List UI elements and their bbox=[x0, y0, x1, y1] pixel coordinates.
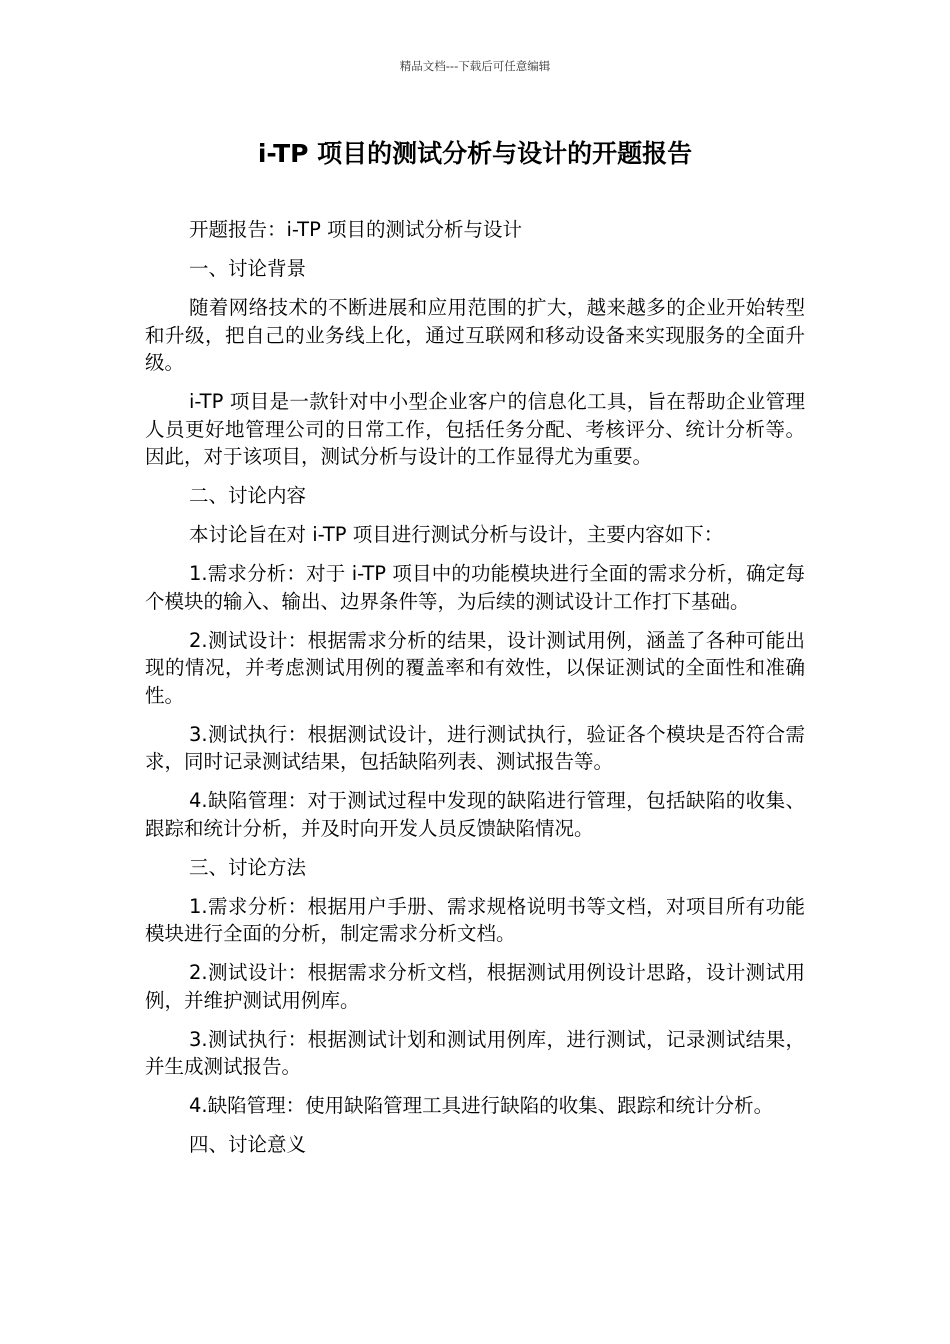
list-item: 3.测试执行：根据测试设计，进行测试执行，验证各个模块是否符合需求，同时记录测试结果，包括缺陷列表、测试报告等。 bbox=[145, 722, 805, 773]
list-item: 1.需求分析：对于 i-TP 项目中的功能模块进行全面的需求分析，确定每个模块的输入、输出、边界条件等，为后续的测试设计工作打下基础。 bbox=[145, 562, 805, 613]
list-item: 2.测试设计：根据需求分析文档，根据测试用例设计思路，设计测试用例，并维护测试用例库。 bbox=[145, 961, 805, 1012]
section-heading-significance: 四、讨论意义 bbox=[189, 1133, 307, 1156]
body-paragraph: i-TP 项目是一款针对中小型企业客户的信息化工具，旨在帮助企业管理人员更好地管理公司的日常工作，包括任务分配、考核评分、统计分析等。因此，对于该项目，测试分析与设计的工作显得尤为重要。 bbox=[145, 390, 805, 468]
page-header: 精品文档---下载后可任意编辑 bbox=[399, 59, 551, 73]
document-body bbox=[145, 216, 805, 1170]
body-paragraph: 本讨论旨在对 i-TP 项目进行测试分析与设计，主要内容如下： bbox=[189, 523, 724, 546]
section-heading-method: 三、讨论方法 bbox=[189, 855, 307, 879]
list-item: 1.需求分析：根据用户手册、需求规格说明书等文档，对项目所有功能模块进行全面的分析，制定需求分析文档。 bbox=[145, 894, 805, 945]
list-item: 4.缺陷管理：对于测试过程中发现的缺陷进行管理，包括缺陷的收集、跟踪和统计分析，并及时向开发人员反馈缺陷情况。 bbox=[145, 789, 805, 840]
document-title: i-TP 项目的测试分析与设计的开题报告 bbox=[257, 139, 693, 168]
list-item: 4.缺陷管理：使用缺陷管理工具进行缺陷的收集、跟踪和统计分析。 bbox=[189, 1094, 774, 1117]
list-item: 2.测试设计：根据需求分析的结果，设计测试用例，涵盖了各种可能出现的情况，并考虑测试用例的覆盖率和有效性，以保证测试的全面性和准确性。 bbox=[145, 628, 805, 707]
body-paragraph: 随着网络技术的不断进展和应用范围的扩大，越来越多的企业开始转型和升级，把自己的业务线上化，通过互联网和移动设备来实现服务的全面升级。 bbox=[145, 296, 805, 374]
list-item: 3.测试执行：根据测试计划和测试用例库，进行测试，记录测试结果，并生成测试报告。 bbox=[145, 1027, 805, 1078]
section-heading-content: 二、讨论内容 bbox=[189, 484, 307, 507]
section-heading-background: 一、讨论背景 bbox=[189, 257, 307, 280]
report-subtitle: 开题报告：i-TP 项目的测试分析与设计 bbox=[189, 218, 523, 241]
